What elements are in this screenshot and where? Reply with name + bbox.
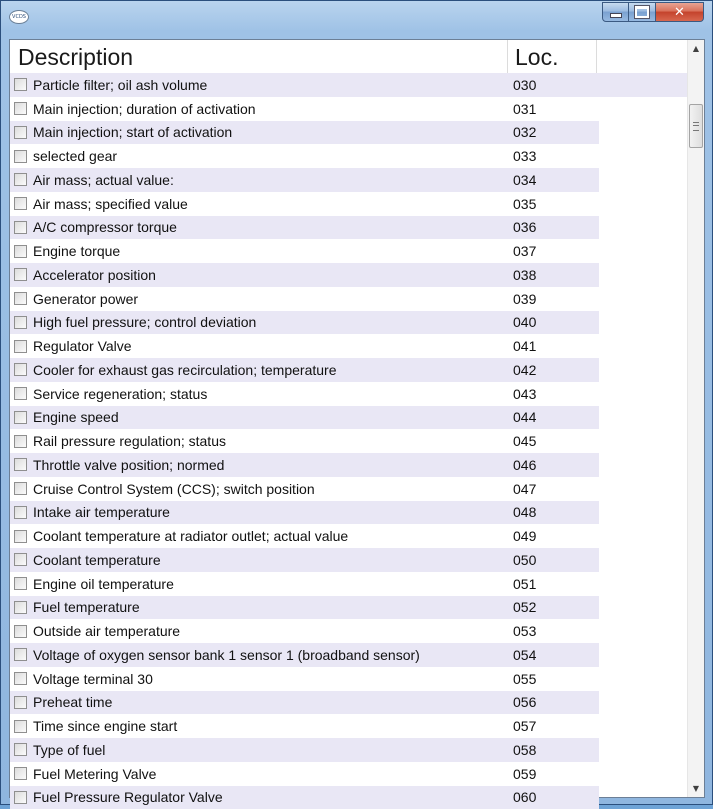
row-description: Coolant temperature at radiator outlet; actual value (33, 528, 507, 544)
row-checkbox[interactable] (14, 696, 27, 709)
row-location: 056 (507, 694, 593, 710)
row-location: 037 (507, 243, 593, 259)
column-header-location[interactable]: Loc. (508, 40, 597, 73)
row-checkbox[interactable] (14, 268, 27, 281)
row-checkbox[interactable] (14, 577, 27, 590)
table-row[interactable] (10, 596, 687, 620)
maximize-button[interactable] (629, 2, 656, 22)
row-checkbox[interactable] (14, 791, 27, 804)
row-location: 031 (507, 101, 593, 117)
row-description: Fuel temperature (33, 599, 507, 615)
row-location: 059 (507, 766, 593, 782)
row-checkbox[interactable] (14, 78, 27, 91)
row-description: Service regeneration; status (33, 386, 507, 402)
row-checkbox[interactable] (14, 458, 27, 471)
row-location: 038 (507, 267, 593, 283)
row-description: Engine torque (33, 243, 507, 259)
row-location: 055 (507, 671, 593, 687)
row-checkbox[interactable] (14, 553, 27, 566)
row-location: 049 (507, 528, 593, 544)
row-checkbox[interactable] (14, 363, 27, 376)
minimize-button[interactable] (602, 2, 629, 22)
row-location: 047 (507, 481, 593, 497)
row-checkbox[interactable] (14, 743, 27, 756)
row-location: 039 (507, 291, 593, 307)
row-location: 041 (507, 338, 593, 354)
table-row[interactable] (10, 429, 687, 453)
channel-list-panel (9, 39, 705, 798)
close-icon: ✕ (674, 5, 685, 20)
row-description: Throttle valve position; normed (33, 457, 507, 473)
row-location: 045 (507, 433, 593, 449)
row-description: selected gear (33, 148, 507, 164)
table-row[interactable] (10, 263, 687, 287)
row-description: A/C compressor torque (33, 219, 507, 235)
row-location: 043 (507, 386, 593, 402)
row-description: Generator power (33, 291, 507, 307)
table-row[interactable] (10, 144, 687, 168)
row-checkbox[interactable] (14, 316, 27, 329)
row-description: Engine oil temperature (33, 576, 507, 592)
row-checkbox[interactable] (14, 720, 27, 733)
table-row[interactable] (10, 121, 687, 145)
row-checkbox[interactable] (14, 411, 27, 424)
row-location: 040 (507, 314, 593, 330)
table-row[interactable] (10, 501, 687, 525)
row-checkbox[interactable] (14, 767, 27, 780)
table-row[interactable] (10, 192, 687, 216)
table-row[interactable] (10, 691, 687, 715)
table-row[interactable] (10, 667, 687, 691)
row-checkbox[interactable] (14, 387, 27, 400)
row-location: 052 (507, 599, 593, 615)
row-checkbox[interactable] (14, 126, 27, 139)
table-row[interactable] (10, 239, 687, 263)
row-location: 054 (507, 647, 593, 663)
row-description: Coolant temperature (33, 552, 507, 568)
channel-list[interactable] (10, 40, 687, 797)
row-checkbox[interactable] (14, 601, 27, 614)
row-description: Type of fuel (33, 742, 507, 758)
row-description: Intake air temperature (33, 504, 507, 520)
table-row[interactable] (10, 453, 687, 477)
row-description: Main injection; start of activation (33, 124, 507, 140)
row-description: Voltage terminal 30 (33, 671, 507, 687)
row-location: 046 (507, 457, 593, 473)
table-row[interactable] (10, 548, 687, 572)
row-location: 048 (507, 504, 593, 520)
app-logo-icon[interactable]: VCDS (9, 10, 29, 24)
row-checkbox[interactable] (14, 245, 27, 258)
row-description: Engine speed (33, 409, 507, 425)
table-row[interactable] (10, 73, 687, 97)
scrollbar-thumb[interactable] (689, 104, 703, 148)
row-description: Cooler for exhaust gas recirculation; temperature (33, 362, 507, 378)
row-description: Particle filter; oil ash volume (33, 77, 507, 93)
row-description: Time since engine start (33, 718, 507, 734)
row-checkbox[interactable] (14, 530, 27, 543)
row-checkbox[interactable] (14, 150, 27, 163)
scroll-down-arrow-icon[interactable]: ▼ (688, 780, 704, 797)
row-location: 051 (507, 576, 593, 592)
scroll-up-arrow-icon[interactable]: ▲ (688, 40, 704, 57)
table-row[interactable] (10, 358, 687, 382)
row-description: Air mass; specified value (33, 196, 507, 212)
table-row[interactable] (10, 738, 687, 762)
row-checkbox[interactable] (14, 506, 27, 519)
row-description: Outside air temperature (33, 623, 507, 639)
row-location: 058 (507, 742, 593, 758)
row-checkbox[interactable] (14, 197, 27, 210)
row-checkbox[interactable] (14, 173, 27, 186)
list-rows (10, 73, 687, 809)
row-description: Preheat time (33, 694, 507, 710)
table-row[interactable] (10, 168, 687, 192)
row-description: Regulator Valve (33, 338, 507, 354)
row-checkbox[interactable] (14, 340, 27, 353)
row-description: Rail pressure regulation; status (33, 433, 507, 449)
table-row[interactable] (10, 406, 687, 430)
close-button[interactable] (656, 2, 704, 22)
row-checkbox[interactable] (14, 648, 27, 661)
row-location: 050 (507, 552, 593, 568)
table-row[interactable] (10, 714, 687, 738)
row-checkbox[interactable] (14, 102, 27, 115)
column-header-description[interactable]: Description (10, 40, 508, 73)
column-header-filler (597, 40, 687, 73)
vertical-scrollbar[interactable] (687, 40, 704, 797)
row-description: Air mass; actual value: (33, 172, 507, 188)
row-description: High fuel pressure; control deviation (33, 314, 507, 330)
row-location: 044 (507, 409, 593, 425)
row-checkbox[interactable] (14, 435, 27, 448)
row-description: Fuel Pressure Regulator Valve (33, 789, 507, 805)
table-row[interactable] (10, 216, 687, 240)
grip-icon (693, 122, 699, 131)
table-row[interactable] (10, 382, 687, 406)
row-location: 036 (507, 219, 593, 235)
row-location: 033 (507, 148, 593, 164)
table-row[interactable] (10, 477, 687, 501)
row-checkbox[interactable] (14, 221, 27, 234)
title-bar[interactable] (1, 1, 712, 31)
table-row[interactable] (10, 287, 687, 311)
row-location: 034 (507, 172, 593, 188)
table-row[interactable] (10, 334, 687, 358)
row-description: Accelerator position (33, 267, 507, 283)
row-location: 053 (507, 623, 593, 639)
row-location: 035 (507, 196, 593, 212)
caption-buttons (602, 2, 704, 22)
row-checkbox[interactable] (14, 482, 27, 495)
row-checkbox[interactable] (14, 292, 27, 305)
table-row[interactable] (10, 97, 687, 121)
table-row[interactable] (10, 311, 687, 335)
table-row[interactable] (10, 619, 687, 643)
list-header (10, 40, 687, 74)
table-row[interactable] (10, 786, 687, 809)
row-location: 030 (507, 77, 593, 93)
row-description: Cruise Control System (CCS); switch position (33, 481, 507, 497)
minimize-icon (610, 13, 622, 18)
row-checkbox[interactable] (14, 625, 27, 638)
row-location: 042 (507, 362, 593, 378)
row-location: 057 (507, 718, 593, 734)
row-checkbox[interactable] (14, 672, 27, 685)
row-description: Fuel Metering Valve (33, 766, 507, 782)
row-description: Voltage of oxygen sensor bank 1 sensor 1 (broadband sensor) (33, 647, 507, 663)
maximize-icon (635, 6, 649, 18)
table-row[interactable] (10, 572, 687, 596)
table-row[interactable] (10, 643, 687, 667)
table-row[interactable] (10, 762, 687, 786)
row-location: 060 (507, 789, 593, 805)
row-description: Main injection; duration of activation (33, 101, 507, 117)
table-row[interactable] (10, 524, 687, 548)
row-location: 032 (507, 124, 593, 140)
